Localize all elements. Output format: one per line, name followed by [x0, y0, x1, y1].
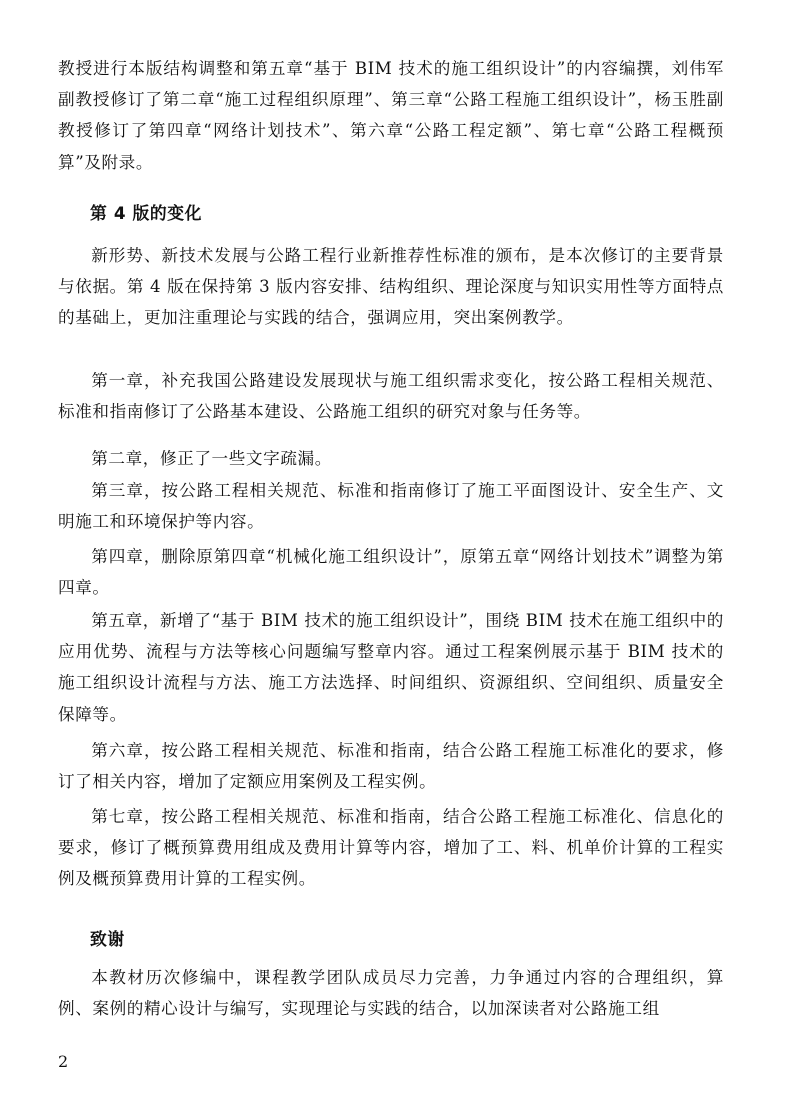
- paragraph-chapter-2: 第二章，修正了一些文字疏漏。: [91, 449, 332, 468]
- paragraph-chapter-7: 第七章，按公路工程相关规范、标准和指南，结合公路工程施工标准化、信息化的要求，修订了概预算费用组成及费用计算等内容，增加了工、料、机单价计算的工程实例及概预算费用计算的工程实例。: [58, 807, 724, 889]
- paragraph-chapter-5: 第五章，新增了“基于 BIM 技术的施工组织设计”，围绕 BIM 技术在施工组织中的应用优势、流程与方法等核心问题编写整章内容。通过工程案例展示基于 BIM 技术的施工组织设计流程与方法、施工方法选择、时间组织、资源组织、空间组织、质量安全保障等。: [58, 611, 724, 724]
- paragraph-chapter-4: 第四章，删除原第四章“机械化施工组织设计”，原第五章“网络计划技术”调整为第四章。: [58, 547, 724, 598]
- paragraph-acknowledgements: 本教材历次修编中，课程教学团队成员尽力完善，力争通过内容的合理组织，算例、案例的精心设计与编写，实现理论与实践的结合，以加深读者对公路施工组: [58, 968, 724, 1019]
- intro-paragraph: 教授进行本版结构调整和第五章“基于 BIM 技术的施工组织设计”的内容编撰，刘伟军副教授修订了第二章“施工过程组织原理”、第三章“公路工程施工组织设计”，杨玉胜副教授修订了第四章“网络计划技术”、第六章“公路工程定额”、第七章“公路工程概预算”及附录。: [58, 59, 724, 172]
- paragraph-v4-overview: 新形势、新技术发展与公路工程行业新推荐性标准的颁布，是本次修订的主要背景与依据。第 4 版在保持第 3 版内容安排、结构组织、理论深度与知识实用性等方面特点的基础上，更加注重理论与实践的结合，强调应用，突出案例教学。: [58, 246, 724, 328]
- paragraph-chapter-6: 第六章，按公路工程相关规范、标准和指南，结合公路工程施工标准化的要求，修订了相关内容，增加了定额应用案例及工程实例。: [58, 741, 724, 792]
- section-heading-acknowledgements: 致谢: [90, 929, 125, 949]
- section-heading-v4-changes: 第 4 版的变化: [90, 203, 203, 223]
- paragraph-chapter-1: 第一章，补充我国公路建设发展现状与施工组织需求变化，按公路工程相关规范、标准和指南修订了公路基本建设、公路施工组织的研究对象与任务等。: [58, 371, 724, 422]
- paragraph-chapter-3: 第三章，按公路工程相关规范、标准和指南修订了施工平面图设计、安全生产、文明施工和环境保护等内容。: [58, 481, 724, 532]
- page-number: 2: [58, 1052, 69, 1071]
